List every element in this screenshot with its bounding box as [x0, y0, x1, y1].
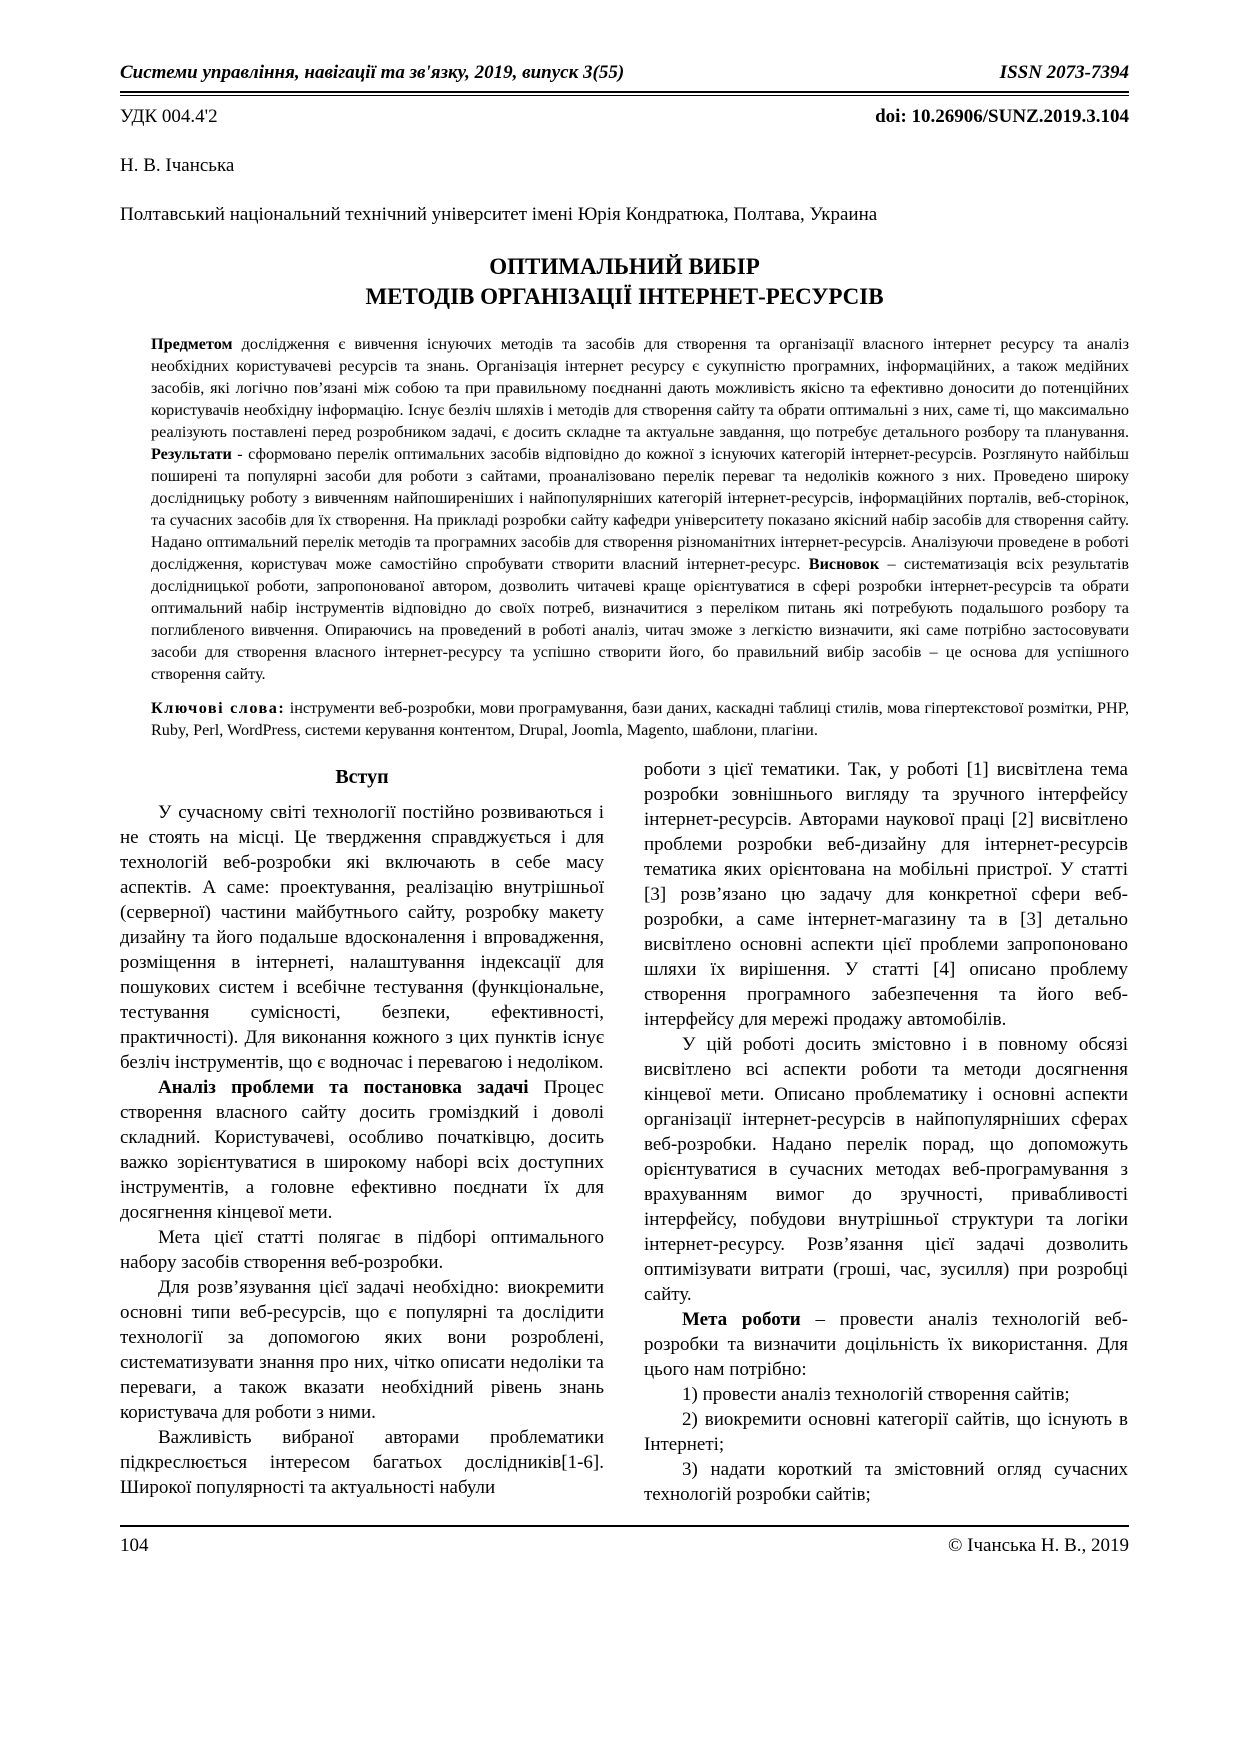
- list-item: 1) провести аналіз технологій створення сайтів;: [682, 1383, 1070, 1405]
- paragraph: Важливість вибраної авторами проблематики підкреслюється інтересом багатьох дослідників[1-6]. Широкої популярності та актуальності набули: [120, 1426, 604, 1498]
- abstract-part3: – систематизація всіх результатів дослідницької роботи, запропонованої автором, дозволить читачеві краще орієнтуватися в сфері розробки інтернет-ресурсів та обрати оптимальний набір інструментів відповідно до своїх потреб, визначитися з переліком питань які потребують подальшого розбору та поглибленого вивчення. Опираючись на проведений в роботі аналіз, читач зможе з легкістю визначити, які саме потрібно застосовувати засоби для створення власного інтернет-ресурсу та успішно створити його, бо правильний вибір засобів – це основа для успішного створення сайту.: [151, 554, 1129, 683]
- goal-heading-inline: Мета роботи: [682, 1308, 801, 1330]
- abstract-subject-label: Предметом: [151, 334, 233, 353]
- abstract-results-label: Результати: [151, 444, 232, 463]
- paragraph: [644, 1307, 1128, 1382]
- abstract-part1: дослідження є вивчення існуючих методів та засобів для створення та організації власного інтернет ресурсу та аналіз необхідних користувачеві ресурсів та знань. Організація інтернет ресурсу є сукупністю програмних, інформаційних, а також медійних засобів, які логічно пов’язані між собою та при правильному поєднанні дають можливість якісно та ефективно доносити до потенційних користувачів необхідну інформацію. Існує безліч шляхів і методів для створення сайту та обрати оптимальні з них, саме ті, що максимально реалізують поставлені перед розробником задачі, є досить складне та актуальне завдання, що потребує детального розбору та планування.: [151, 334, 1129, 441]
- paragraph-text: – провести аналіз технологій веб-розробки та визначити доцільність їх використання. Для цього нам потрібно:: [644, 1308, 1129, 1380]
- doi: doi: 10.26906/SUNZ.2019.3.104: [875, 106, 1129, 127]
- paragraph: У цій роботі досить змістовно і в повному обсязі висвітлено всі аспекти роботи та методи досягнення кінцевої мети. Описано проблематику і основні аспекти організації інтернет-ресурсів в найпопулярніших сферах веб-розробки. Надано перелік порад, що допоможуть орієнтуватися в сучасних методах веб-програмування з врахуванням вимог до зручності, привабливості інтерфейсу, побудови внутрішньої структури та логіки інтернет-ресурсу. Розв’язання цієї задачі дозволить оптимізувати витрати (гроші, час, зусилля) при розробці сайту.: [644, 1033, 1128, 1305]
- page-number: 104: [120, 1534, 149, 1556]
- copyright: © Ічанська Н. В., 2019: [947, 1534, 1129, 1556]
- abstract: [151, 333, 1129, 685]
- keywords: [151, 697, 1129, 741]
- paragraph-text: Процес створення власного сайту досить громіздкий і доволі складний. Користувачеві, особливо початківцю, досить важко зорієнтуватися в широкому наборі всіх доступних інструментів, а головне ефективно поєднати їх для досягнення кінцевої мети.: [120, 1076, 604, 1223]
- article-title-line1: ОПТИМАЛЬНИЙ ВИБІР: [489, 254, 760, 279]
- keywords-text: інструменти веб-розробки, мови програмування, бази даних, каскадні таблиці стилів, мова гіпертекстової розмітки, PHP, Ruby, Perl, WordPress, системи керування контентом, Drupal, Joomla, Magento, шаблони, плагіни.: [151, 698, 1129, 739]
- page-header: [120, 62, 1129, 91]
- journal-title: Системи управління, навігації та зв'язку, 2019, випуск 3(55): [120, 62, 625, 83]
- paragraph: Мета цієї статті полягає в підборі оптимального набору засобів створення веб-розробки.: [120, 1226, 604, 1273]
- paragraph: У сучасному світі технології постійно розвиваються і не стоять на місці. Це твердження справджується і для технологій веб-розробки які включають в себе масу аспектів. А саме: проектування, реалізацію внутрішньої (серверної) частини майбутнього сайту, розробку макету дизайну та його подальше вдосконалення і впровадження, розміщення в інтернеті, налаштування індексації для пошукових систем і всебічне тестування (функціональне, тестування сумісності, безпеки, ефективності, практичності). Для виконання кожного з цих пунктів існує безліч інструментів, що є водночас і перевагою і недоліком.: [120, 801, 604, 1073]
- udk-code: УДК 004.4'2: [120, 106, 218, 127]
- paragraph: Для розв’язування цієї задачі необхідно: виокремити основні типи веб-ресурсів, що є популярні та дослідити технології за допомогою яких вони розроблені, систематизувати знання про них, чітко описати недоліки та переваги, а також вказати необхідний рівень знань користувача для роботи з ними.: [120, 1276, 604, 1423]
- list-item: 3) надати короткий та змістовний огляд сучасних технологій розробки сайтів;: [644, 1458, 1128, 1505]
- abstract-part2: - сформовано перелік оптимальних засобів відповідно до кожної з існуючих категорій інтернет-ресурсів. Розглянуто найбільш поширені та популярні засоби для роботи з сайтами, проаналізовано перелік переваг та недоліків кожного з них. Проведено широку дослідницьку роботу з вивченням найпоширеніших і найпопулярніших категорій інтернет-ресурсів, інформаційних порталів, веб-сторінок, та сучасних засобів для їх створення. На прикладі розробки сайту кафедри університету показано якісний набір засобів для створення сайту. Надано оптимальний перелік методів та програмних засобів для створення різноманітних інтернет-ресурсів. Аналізуючи проведене в роботі дослідження, користувач може самостійно спробувати створити власний інтернет-ресурс.: [151, 444, 1129, 573]
- two-column-body: [120, 757, 1129, 1507]
- keywords-label: Ключові слова:: [151, 698, 286, 717]
- paragraph: [120, 1075, 604, 1225]
- author-name: Н. В. Ічанська: [120, 155, 235, 176]
- issn: ISSN 2073-7394: [999, 62, 1129, 83]
- right-column: [644, 757, 1128, 1507]
- header-rule: [120, 91, 1129, 96]
- paragraph: роботи з цієї тематики. Так, у роботі [1] висвітлена тема розробки зовнішнього вигляду та зручного інтерфейсу інтернет-ресурсів. Авторами наукової праці [2] висвітлено проблеми розробки веб-дизайну для інтернет-ресурсів тематика яких орієнтована на мобільні пристрої. У статті [3] розв’язано цю задачу для конкретної сфери веб-розробки, а саме інтернет-магазину та в [3] детально висвітлено основні аспекти цієї проблеми запропоновано шляхи їх вирішення. У статті [4] описано проблему створення програмного забезпечення та його веб-інтерфейсу для мережі продажу автомобілів.: [644, 758, 1128, 1030]
- affiliation: Полтавський національний технічний університет імені Юрія Кондратюка, Полтава, Украина: [120, 204, 878, 225]
- list-item: 2) виокремити основні категорії сайтів, що існують в Інтернеті;: [644, 1408, 1128, 1455]
- analysis-heading-inline: Аналіз проблеми та постановка задачі: [158, 1076, 529, 1098]
- article-title: [120, 252, 1129, 313]
- section-heading-intro: Вступ: [335, 765, 389, 788]
- article-title-line2: МЕТОДІВ ОРГАНІЗАЦІЇ ІНТЕРНЕТ-РЕСУРСІВ: [365, 284, 884, 310]
- udk-doi-row: [120, 106, 1129, 128]
- left-column: [120, 757, 604, 1507]
- page-footer: [120, 1525, 1129, 1557]
- abstract-conclusion-label: Висновок: [808, 554, 880, 573]
